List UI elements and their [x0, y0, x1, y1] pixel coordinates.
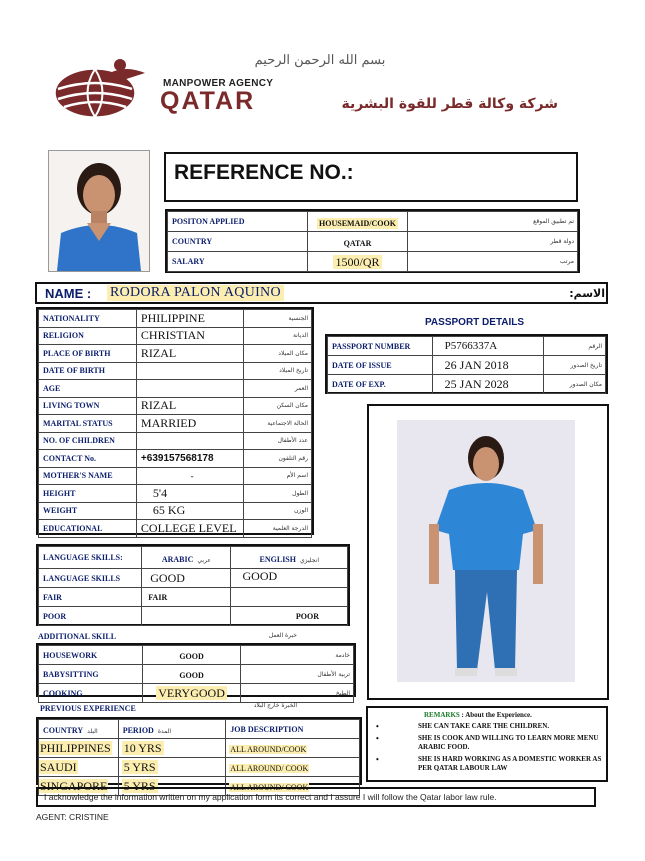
- experience-country-cell: [39, 739, 119, 758]
- personal-row-value: [136, 432, 243, 450]
- language-row: [39, 588, 348, 607]
- language-row-label: LANGUAGE SKILLS: [39, 569, 142, 588]
- personal-row-arabic: رقم التلفون: [244, 450, 312, 468]
- exp-col-period-label: PERIOD: [122, 726, 154, 735]
- position-row: [168, 212, 578, 232]
- experience-country-cell: [39, 758, 119, 777]
- language-english-label: ENGLISH: [259, 554, 296, 564]
- personal-row-arabic: الحالة الاجتماعية: [244, 415, 312, 433]
- passport-row-label: DATE OF ISSUE: [328, 356, 433, 375]
- personal-row-arabic: الوزن: [244, 502, 312, 520]
- bullet-icon: •: [376, 734, 379, 743]
- position-row-arabic: تم تطبيق الموقع: [408, 212, 578, 232]
- name-arabic: الاسم:: [569, 287, 605, 300]
- additional-title-ar: خبرة العمل: [268, 632, 297, 639]
- remarks-item-text: SHE IS HARD WORKING AS A DOMESTIC WORKER AS PER QATAR LABOUR LAW: [418, 755, 602, 772]
- position-row-label: POSITON APPLIED: [168, 212, 308, 232]
- exp-col-country-ar: البلد: [87, 728, 98, 735]
- remarks-item: [372, 755, 604, 773]
- language-header-label: LANGUAGE SKILLS:: [39, 547, 142, 569]
- remarks-title: REMARKS: [424, 711, 460, 719]
- personal-row-arabic: الجنسية: [244, 310, 312, 328]
- applicant-photo-full: [397, 420, 575, 682]
- personal-row-value: 65 KG: [136, 502, 243, 520]
- experience-job-cell: [226, 739, 360, 758]
- language-table: [36, 544, 350, 626]
- header: [40, 45, 600, 125]
- personal-row-arabic: العمر: [244, 380, 312, 398]
- personal-row-label: RELIGION: [39, 327, 137, 345]
- experience-period: 5 YRS: [123, 779, 156, 793]
- additional-row: [39, 684, 354, 703]
- personal-row: [39, 327, 312, 345]
- language-row-label: POOR: [39, 607, 142, 626]
- position-row-value: 1500/QR: [335, 254, 380, 269]
- personal-row-arabic: عدد الأطفال: [244, 432, 312, 450]
- language-row-arabic: GOOD: [142, 569, 230, 588]
- personal-row: [39, 415, 312, 433]
- experience-job: ALL AROUND/ COOK: [230, 783, 309, 792]
- personal-row-value: CHRISTIAN: [136, 327, 243, 345]
- additional-row-value-cell: [143, 646, 240, 665]
- passport-row-arabic: تاريخ الصدور: [543, 356, 605, 375]
- language-row-arabic: FAIR: [142, 588, 230, 607]
- agency-logo: [50, 55, 150, 120]
- applicant-photo-full-frame: [367, 404, 609, 700]
- experience-job: ALL AROUND/COOK: [230, 745, 307, 754]
- personal-row-arabic: مكان السكن: [244, 397, 312, 415]
- personal-row-label: MOTHER'S NAME: [39, 467, 137, 485]
- personal-row-arabic: تاريخ الميلاد: [244, 362, 312, 380]
- personal-row: [39, 520, 312, 538]
- passport-row-value: 26 JAN 2018: [432, 356, 543, 375]
- language-row: [39, 569, 348, 588]
- personal-row-arabic: مكان الميلاد: [244, 345, 312, 363]
- personal-row: [39, 485, 312, 503]
- language-row-english: POOR: [230, 607, 347, 626]
- personal-row-value: MARRIED: [136, 415, 243, 433]
- position-row-label: SALARY: [168, 252, 308, 272]
- agency-name-arabic: شركة وكالة قطر للقوة البشرية: [341, 96, 558, 112]
- experience-row: [39, 739, 360, 758]
- additional-row-arabic: تربية الأطفال: [240, 665, 353, 684]
- passport-row: [328, 337, 606, 356]
- position-row: [168, 252, 578, 272]
- experience-country: SINGAPORE: [40, 779, 108, 793]
- passport-table: [325, 334, 608, 394]
- name-value: RODORA PALON AQUINO: [107, 285, 284, 301]
- acknowledge-box: [36, 787, 596, 807]
- additional-row-label: HOUSEWORK: [39, 646, 143, 665]
- additional-row-arabic: خادمة: [240, 646, 353, 665]
- exp-col-period: [118, 720, 226, 739]
- experience-period-cell: [118, 739, 226, 758]
- additional-row-label: COOKING: [39, 684, 143, 703]
- agency-name-big: QATAR: [160, 87, 256, 115]
- position-row-value-cell: [308, 232, 408, 252]
- personal-row-label: LIVING TOWN: [39, 397, 137, 415]
- exp-col-country: [39, 720, 119, 739]
- position-row-value: QATAR: [343, 238, 372, 248]
- additional-row-label: BABYSITTING: [39, 665, 143, 684]
- position-row-arabic: دولة قطر: [408, 232, 578, 252]
- bismillah: بسم الله الرحمن الرحيم: [254, 53, 386, 68]
- personal-row: [39, 362, 312, 380]
- additional-title: ADDITIONAL SKILL: [38, 632, 117, 641]
- personal-row-label: HEIGHT: [39, 485, 137, 503]
- personal-row-value: COLLEGE LEVEL: [136, 520, 243, 538]
- remarks-item: [372, 722, 604, 731]
- additional-row: [39, 665, 354, 684]
- passport-row-value: 25 JAN 2028: [432, 375, 543, 394]
- acknowledge-text: I acknowledge the information written on my application form its correct and I assure I will follow the Qatar labor law rule.: [44, 792, 497, 802]
- experience-job: ALL AROUND/ COOK: [230, 764, 309, 773]
- passport-title: PASSPORT DETAILS: [425, 317, 525, 328]
- exp-col-period-ar: المدة: [157, 728, 172, 735]
- personal-table: [36, 307, 314, 535]
- position-row-value-cell: [308, 212, 408, 232]
- position-row: [168, 232, 578, 252]
- personal-row-label: EDUCATIONAL: [39, 520, 137, 538]
- additional-row-value: GOOD: [179, 671, 204, 680]
- additional-row-value-cell: [143, 684, 240, 703]
- additional-row-value-cell: [143, 665, 240, 684]
- personal-row-label: PLACE OF BIRTH: [39, 345, 137, 363]
- passport-row-label: PASSPORT NUMBER: [328, 337, 433, 356]
- personal-row-label: DATE OF BIRTH: [39, 362, 137, 380]
- language-english-ar: انجليزي: [299, 556, 319, 564]
- personal-row: [39, 380, 312, 398]
- experience-table: [36, 717, 362, 793]
- personal-row-label: AGE: [39, 380, 137, 398]
- remarks-title-rest: : About the Experience.: [461, 711, 532, 719]
- remarks-list: [372, 722, 604, 776]
- personal-row-value: RIZAL: [136, 397, 243, 415]
- additional-row: [39, 646, 354, 665]
- personal-row-value: 5'4: [136, 485, 243, 503]
- position-row-value-cell: [308, 252, 408, 272]
- applicant-photo-small: [48, 150, 150, 272]
- additional-row-arabic: الطبخ: [240, 684, 353, 703]
- reference-box: [164, 152, 578, 202]
- position-row-arabic: مرتب: [408, 252, 578, 272]
- bullet-icon: •: [376, 722, 379, 731]
- position-row-value: HOUSEMAID/COOK: [319, 218, 396, 228]
- language-row-label: FAIR: [39, 588, 142, 607]
- language-row: [39, 607, 348, 626]
- personal-row-arabic: الدرجة العلمية: [244, 520, 312, 538]
- position-row-label: COUNTRY: [168, 232, 308, 252]
- remarks-box: [366, 706, 608, 782]
- personal-row-label: MARITAL STATUS: [39, 415, 137, 433]
- passport-row: [328, 375, 606, 394]
- language-arabic-label: ARABIC: [161, 554, 194, 564]
- remarks-item-text: SHE CAN TAKE CARE THE CHILDREN.: [418, 722, 550, 730]
- passport-row-value: P5766337A: [432, 337, 543, 356]
- personal-row-value: -: [136, 467, 243, 485]
- name-label: NAME :: [45, 286, 92, 301]
- personal-row: [39, 345, 312, 363]
- language-english-header: [230, 547, 347, 569]
- position-table: [165, 209, 580, 273]
- personal-row: [39, 450, 312, 468]
- personal-row-arabic: الطول: [244, 485, 312, 503]
- agent-label: AGENT: CRISTINE: [36, 812, 109, 822]
- personal-row-value: [136, 362, 243, 380]
- experience-job-cell: [226, 758, 360, 777]
- passport-row-arabic: الرقم: [543, 337, 605, 356]
- personal-row: [39, 467, 312, 485]
- reference-title: REFERENCE NO.:: [174, 161, 354, 184]
- personal-row-label: CONTACT No.: [39, 450, 137, 468]
- experience-row: [39, 758, 360, 777]
- experience-title-ar: الخبرة خارج البلاد: [253, 702, 297, 709]
- personal-row-arabic: اسم الأم: [244, 467, 312, 485]
- passport-row: [328, 356, 606, 375]
- exp-col-country-label: COUNTRY: [43, 726, 84, 735]
- experience-period: 5 YRS: [123, 760, 156, 774]
- passport-row-label: DATE OF EXP.: [328, 375, 433, 394]
- personal-row-value: PHILIPPINE: [136, 310, 243, 328]
- additional-table: [36, 643, 356, 700]
- additional-row-value: VERYGOOD: [158, 686, 225, 700]
- personal-row: [39, 310, 312, 328]
- experience-period: 10 YRS: [123, 741, 162, 755]
- exp-col-job: JOB DESCRIPTION: [226, 720, 360, 739]
- language-arabic-header: [142, 547, 230, 569]
- language-arabic-ar: عربي: [197, 556, 211, 564]
- experience-country: SAUDI: [40, 760, 77, 774]
- language-row-english: GOOD: [230, 569, 347, 588]
- personal-row-label: WEIGHT: [39, 502, 137, 520]
- personal-row: [39, 432, 312, 450]
- experience-country: PHILIPPINES: [40, 741, 111, 755]
- language-row-arabic: [142, 607, 230, 626]
- additional-row-value: GOOD: [179, 652, 204, 661]
- personal-row-value: RIZAL: [136, 345, 243, 363]
- remarks-header: [424, 711, 532, 719]
- remarks-item-text: SHE IS COOK AND WILLING TO LEARN MORE MENU ARABIC FOOD.: [418, 734, 599, 751]
- language-row-english: [230, 588, 347, 607]
- bullet-icon: •: [376, 755, 379, 764]
- personal-row: [39, 502, 312, 520]
- personal-row-label: NO. OF CHILDREN: [39, 432, 137, 450]
- passport-row-arabic: مكان الصدور: [543, 375, 605, 394]
- personal-row-value: [136, 380, 243, 398]
- personal-row: [39, 397, 312, 415]
- personal-row-label: NATIONALITY: [39, 310, 137, 328]
- remarks-item: [372, 734, 604, 752]
- name-bar: [35, 282, 608, 304]
- experience-period-cell: [118, 758, 226, 777]
- personal-row-value: +639157568178: [136, 450, 243, 468]
- agency-name-small: MANPOWER AGENCY: [163, 78, 274, 89]
- personal-row-arabic: الديانة: [244, 327, 312, 345]
- experience-title: PREVIOUS EXPERIENCE: [40, 704, 136, 713]
